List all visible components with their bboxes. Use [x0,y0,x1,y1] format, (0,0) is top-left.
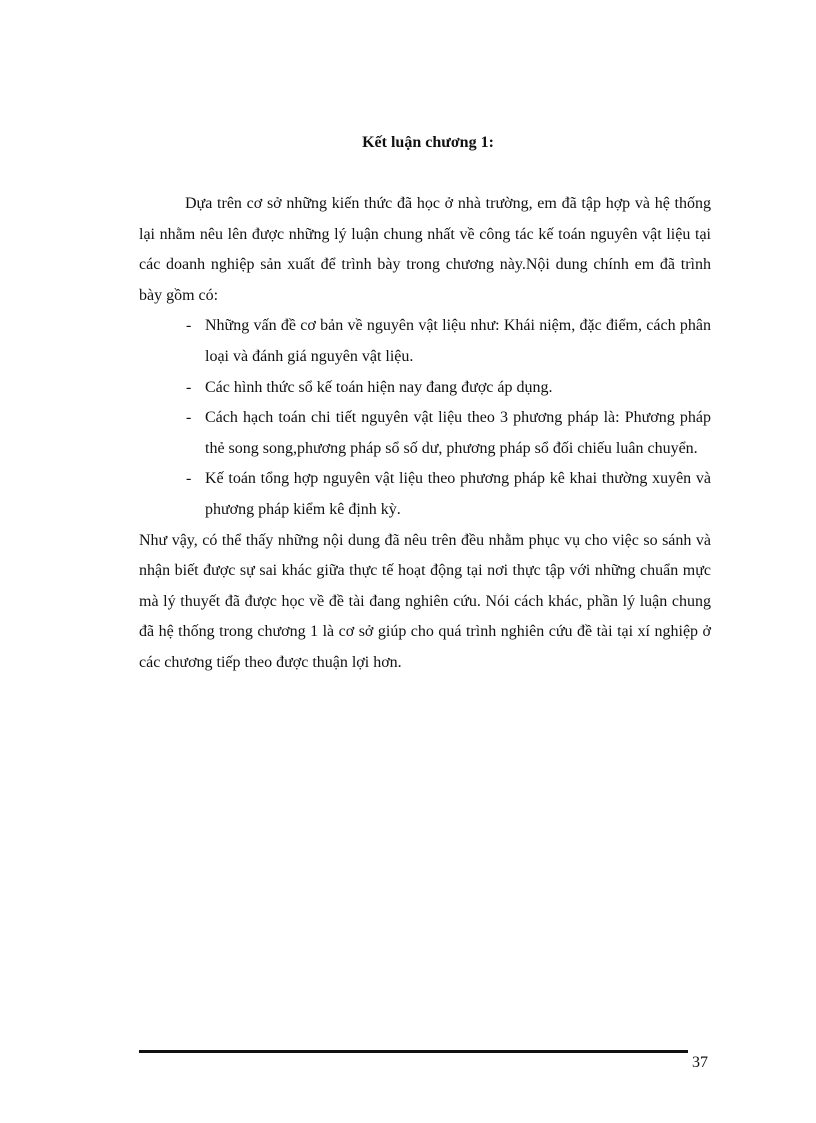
page-number: 37 [692,1054,708,1071]
list-item-text: Kế toán tổng hợp nguyên vật liệu theo phương pháp kê khai thường xuyên và phương pháp kiểm kê định kỳ. [205,470,711,518]
list-item [139,311,711,372]
content-list [139,311,711,525]
conclusion-paragraph: Như vậy, có thể thấy những nội dung đã nêu trên đều nhằm phục vụ cho việc so sánh và nhận biết được sự sai khác giữa thực tế hoạt động tại nơi thực tập với những chuẩn mực mà lý thuyết đã được học về đề tài đang nghiên cứu. Nói cách khác, phần lý luận chung đã hệ thống trong chương 1 là cơ sở giúp cho quá trình nghiên cứu đề tài tại xí nghiệp ở các chương tiếp theo được thuận lợi hơn. [139,531,711,671]
list-item-text: Các hình thức sổ kế toán hiện nay đang được áp dụng. [205,378,553,396]
list-item [139,373,711,404]
list-item [139,403,711,464]
list-item-text: Cách hạch toán chi tiết nguyên vật liệu theo 3 phương pháp là: Phương pháp thẻ song song,phương pháp sổ số dư, phương pháp sổ đối chiếu luân chuyển. [205,409,711,457]
list-item-text: Những vấn đề cơ bản về nguyên vật liệu như: Khái niệm, đặc điểm, cách phân loại và đánh giá nguyên vật liệu. [205,317,711,365]
bullet-marker: - [186,317,192,335]
chapter-conclusion-title: Kết luận chương 1: [362,134,494,151]
footer-divider [139,1050,688,1053]
document-body [139,189,711,679]
intro-paragraph: Dựa trên cơ sở những kiến thức đã học ở nhà trường, em đã tập hợp và hệ thống lại nhằm nêu lên được những lý luận chung nhất về công tác kế toán nguyên vật liệu tại các doanh nghiệp sản xuất để trình bày trong chương này.Nội dung chính em đã trình bày gồm có: [139,195,711,304]
list-item [139,464,711,525]
bullet-marker: - [186,470,192,488]
bullet-marker: - [186,378,192,396]
bullet-marker: - [186,409,192,427]
